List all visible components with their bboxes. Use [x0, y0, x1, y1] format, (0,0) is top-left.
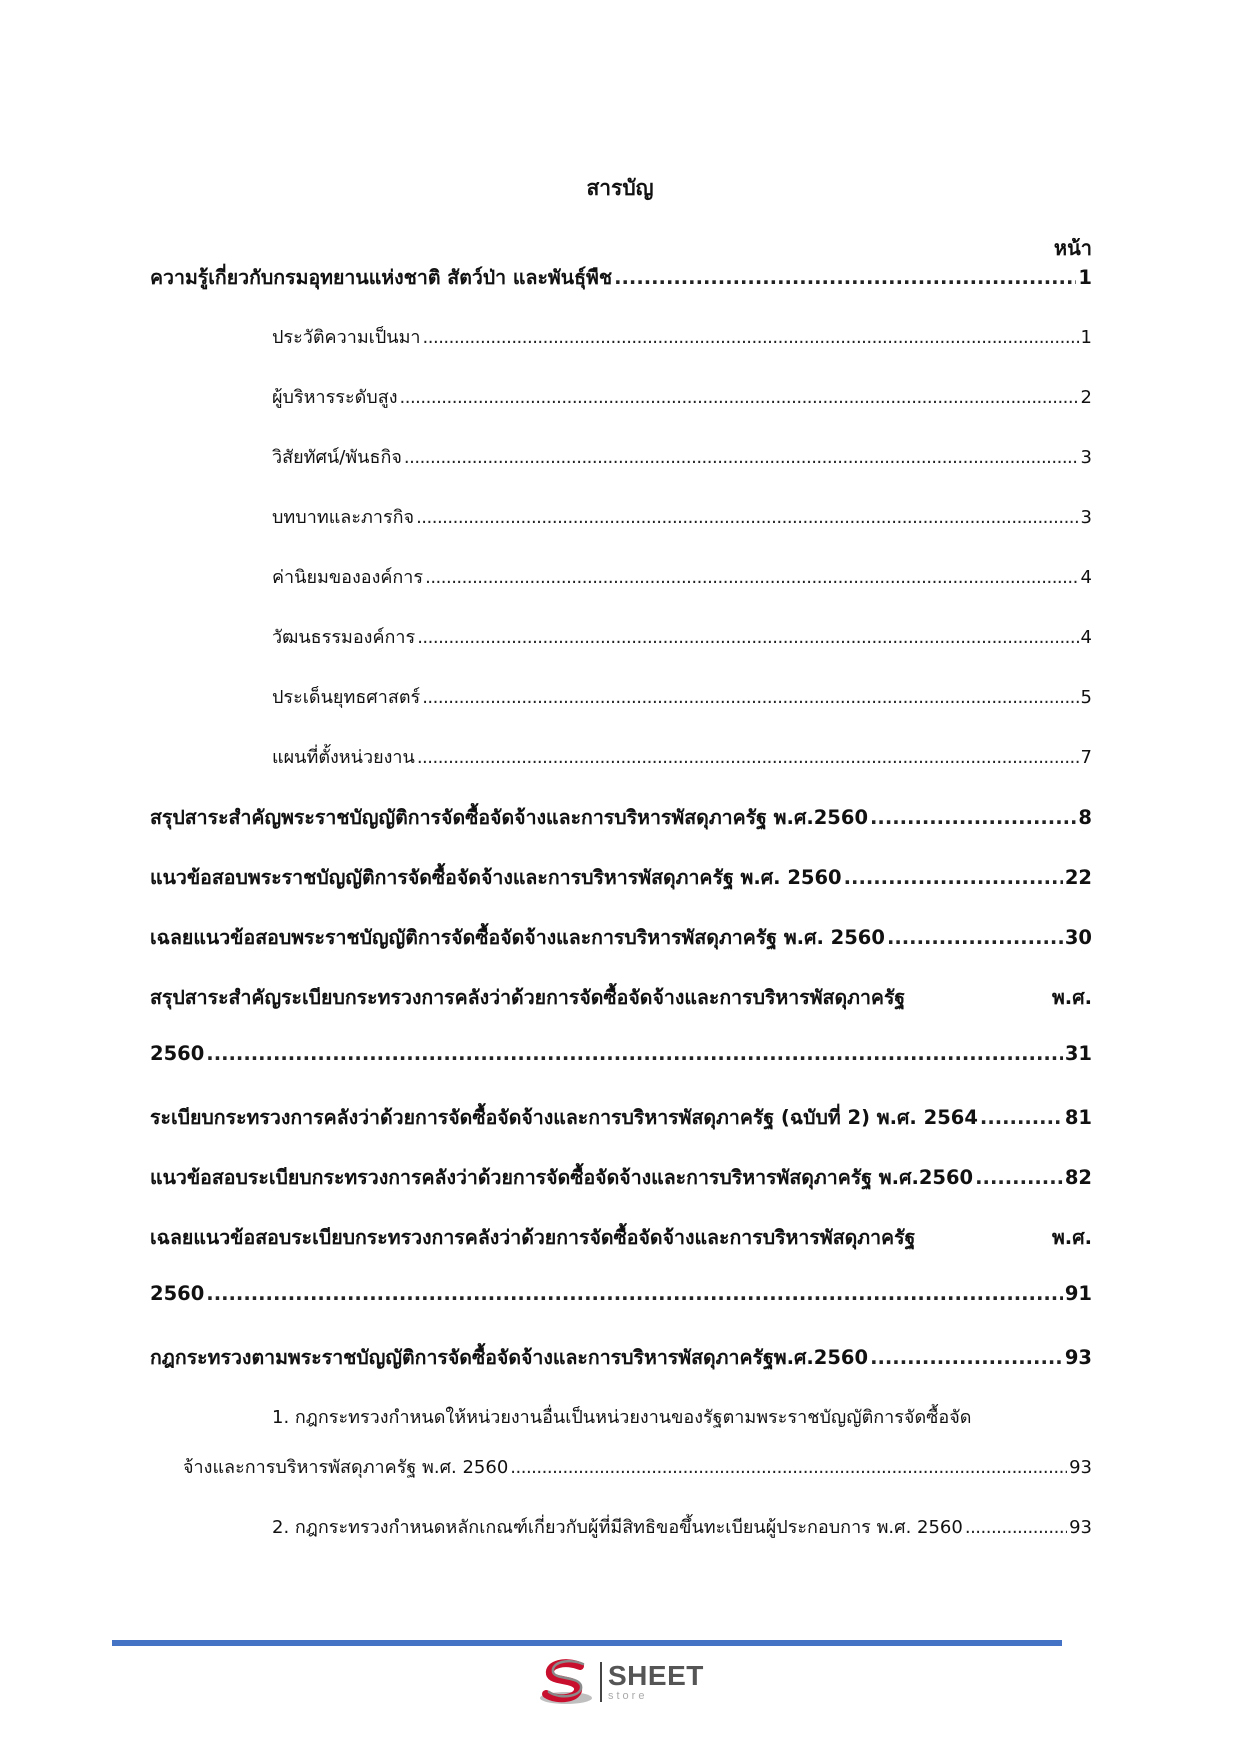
- dot-leader: [980, 1106, 1063, 1129]
- dot-leader: [975, 1166, 1063, 1189]
- footer-rule: [112, 1640, 1062, 1646]
- toc-entry-page: 93: [1069, 1517, 1092, 1538]
- toc-entry-page: 31: [1064, 1042, 1092, 1065]
- logo-word-store: store: [608, 1690, 648, 1702]
- toc-entry-page: 4: [1080, 627, 1092, 648]
- toc-title: สารบัญ: [586, 176, 654, 200]
- dot-leader: [404, 447, 1079, 468]
- toc-entry-page: 8: [1078, 806, 1092, 829]
- toc-entry-section-4[interactable]: [150, 922, 1092, 954]
- dot-leader: [870, 806, 1076, 829]
- toc-entry-page: 7: [1080, 747, 1092, 768]
- dot-leader: [400, 387, 1079, 408]
- dot-leader: [417, 627, 1078, 648]
- toc-entry-page: 82: [1064, 1166, 1092, 1189]
- toc-subentry-9-2[interactable]: [272, 1512, 1092, 1544]
- dot-leader: [870, 1346, 1063, 1369]
- toc-subentry[interactable]: [272, 562, 1092, 594]
- logo-word-sheet: SHEET: [608, 1660, 704, 1691]
- toc-entry-section-1[interactable]: [150, 262, 1092, 294]
- toc-entry-title: 2560: [150, 1042, 205, 1065]
- toc-entry-section-3[interactable]: [150, 862, 1092, 894]
- toc-subentry-9-1-line-1[interactable]: 1. กฎกระทรวงกำหนดให้หน่วยงานอื่นเป็นหน่วยงานของรัฐตามพระราชบัญญัติการจัดซื้อจัด: [272, 1407, 972, 1428]
- dot-leader: [510, 1457, 1067, 1478]
- toc-entry-title-tail: พ.ศ.: [1051, 986, 1092, 1009]
- toc-subentry[interactable]: [272, 622, 1092, 654]
- toc-entry-title: แนวข้อสอบระเบียบกระทรวงการคลังว่าด้วยการจัดซื้อจัดจ้างและการบริหารพัสดุภาครัฐ พ.ศ.2560: [150, 1166, 974, 1189]
- sheet-store-logo: [536, 1658, 704, 1706]
- toc-entry-title: ระเบียบกระทรวงการคลังว่าด้วยการจัดซื้อจัดจ้างและการบริหารพัสดุภาครัฐ (ฉบับที่ 2) พ.ศ. 2564: [150, 1106, 978, 1129]
- toc-entry-title: 2560: [150, 1282, 205, 1305]
- toc-entry-page: 1: [1080, 327, 1092, 348]
- dot-leader: [206, 1042, 1063, 1065]
- toc-entry-section-6[interactable]: [150, 1102, 1092, 1134]
- toc-entry-title: ผู้บริหารระดับสูง: [272, 387, 398, 408]
- dot-leader: [417, 747, 1079, 768]
- toc-entry-title: แผนที่ตั้งหน่วยงาน: [272, 747, 415, 768]
- toc-entry-section-9[interactable]: [150, 1342, 1092, 1374]
- dot-leader: [206, 1282, 1063, 1305]
- toc-entry-title: สรุปสาระสำคัญระเบียบกระทรวงการคลังว่าด้วยการจัดซื้อจัดจ้างและการบริหารพัสดุภาครัฐ: [150, 986, 906, 1009]
- toc-entry-title: ประวัติความเป็นมา: [272, 327, 421, 348]
- toc-subentry[interactable]: [272, 322, 1092, 354]
- dot-leader: [423, 327, 1079, 348]
- sheet-store-logo-icon: [536, 1658, 596, 1706]
- toc-entry-section-5-line-1[interactable]: [150, 982, 1092, 1013]
- dot-leader: [887, 926, 1063, 949]
- toc-entry-section-8-line-2[interactable]: [150, 1282, 1092, 1314]
- toc-entry-page: 91: [1064, 1282, 1092, 1305]
- toc-entry-page: 2: [1080, 387, 1092, 408]
- toc-entry-page: 93: [1064, 1346, 1092, 1369]
- dot-leader: [844, 866, 1063, 889]
- toc-entry-page: 3: [1080, 507, 1092, 528]
- logo-separator: [600, 1662, 602, 1702]
- dot-leader: [416, 507, 1078, 528]
- toc-entry-page: 4: [1080, 567, 1092, 588]
- toc-entry-title: กฎกระทรวงตามพระราชบัญญัติการจัดซื้อจัดจ้างและการบริหารพัสดุภาครัฐพ.ศ.2560: [150, 1346, 869, 1369]
- toc-entry-page: 22: [1064, 866, 1092, 889]
- toc-subentry[interactable]: [272, 742, 1092, 774]
- toc-entry-title: 2. กฎกระทรวงกำหนดหลักเกณฑ์เกี่ยวกับผู้ที่มีสิทธิขอขึ้นทะเบียนผู้ประกอบการ พ.ศ. 2560: [272, 1517, 963, 1538]
- toc-entry-title: ค่านิยมขององค์การ: [272, 567, 424, 588]
- toc-subentry[interactable]: [272, 382, 1092, 414]
- toc-entry-title: แนวข้อสอบพระราชบัญญัติการจัดซื้อจัดจ้างและการบริหารพัสดุภาครัฐ พ.ศ. 2560: [150, 866, 842, 889]
- toc-entry-section-5-line-2[interactable]: [150, 1042, 1092, 1074]
- toc-entry-page: 30: [1064, 926, 1092, 949]
- toc-entry-section-7[interactable]: [150, 1162, 1092, 1194]
- toc-entry-page: 93: [1069, 1457, 1092, 1478]
- toc-entry-page: 5: [1080, 687, 1092, 708]
- logo-wordmark: [608, 1662, 704, 1702]
- toc-subentry-9-1-line-2[interactable]: [183, 1452, 1092, 1484]
- toc-entry-title: เฉลยแนวข้อสอบพระราชบัญญัติการจัดซื้อจัดจ้างและการบริหารพัสดุภาครัฐ พ.ศ. 2560: [150, 926, 885, 949]
- toc-entry-title: ความรู้เกี่ยวกับกรมอุทยานแห่งชาติ สัตว์ป่า และพันธุ์พืช: [150, 266, 613, 289]
- toc-entry-page: 1: [1078, 266, 1092, 289]
- toc-entry-section-2[interactable]: [150, 802, 1092, 834]
- toc-entry-title: จ้างและการบริหารพัสดุภาครัฐ พ.ศ. 2560: [183, 1457, 509, 1478]
- toc-entry-title: บทบาทและภารกิจ: [272, 507, 415, 528]
- toc-entry-title: เฉลยแนวข้อสอบระเบียบกระทรวงการคลังว่าด้วยการจัดซื้อจัดจ้างและการบริหารพัสดุภาครัฐ: [150, 1226, 916, 1249]
- page-column-header: หน้า: [1053, 236, 1092, 260]
- dot-leader: [965, 1517, 1067, 1538]
- toc-entry-title: ประเด็นยุทธศาสตร์: [272, 687, 421, 708]
- toc-entry-page: 3: [1080, 447, 1092, 468]
- dot-leader: [422, 687, 1078, 708]
- toc-subentry[interactable]: [272, 682, 1092, 714]
- toc-entry-title: สรุปสาระสำคัญพระราชบัญญัติการจัดซื้อจัดจ้างและการบริหารพัสดุภาครัฐ พ.ศ.2560: [150, 806, 869, 829]
- toc-entry-title-tail: พ.ศ.: [1051, 1226, 1092, 1249]
- toc-entry-section-8-line-1[interactable]: [150, 1222, 1092, 1253]
- dot-leader: [614, 266, 1076, 289]
- dot-leader: [425, 567, 1078, 588]
- toc-subentry[interactable]: [272, 442, 1092, 474]
- toc-entry-page: 81: [1064, 1106, 1092, 1129]
- toc-subentry[interactable]: [272, 502, 1092, 534]
- toc-entry-title: วิสัยทัศน์/พันธกิจ: [272, 447, 402, 468]
- toc-entry-title: วัฒนธรรมองค์การ: [272, 627, 416, 648]
